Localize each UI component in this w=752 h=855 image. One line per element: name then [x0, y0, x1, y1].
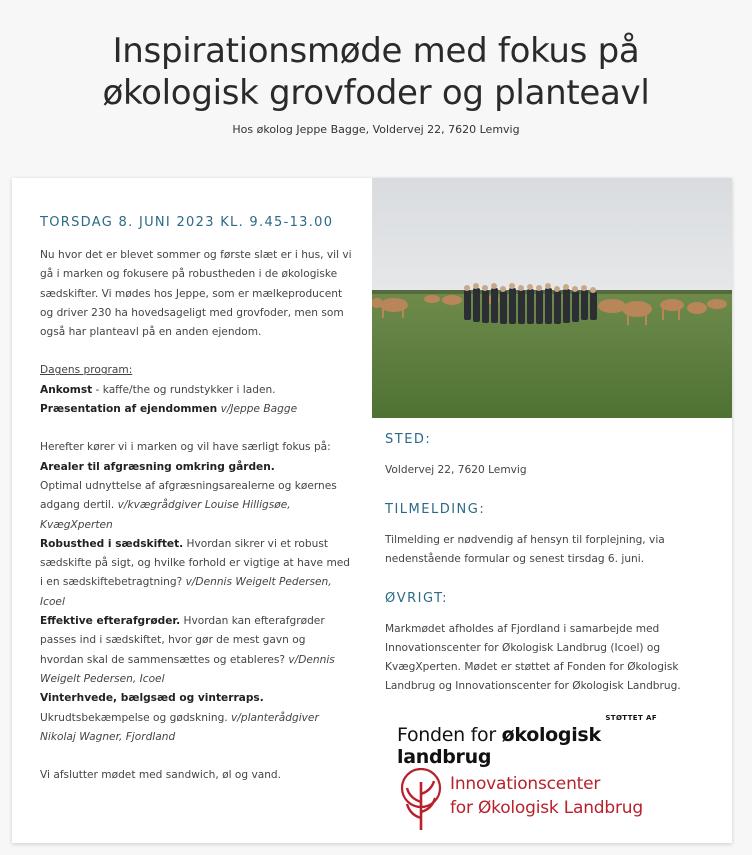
- event-date: TORSDAG 8. JUNI 2023 KL. 9.45-13.00: [40, 215, 334, 230]
- place-text: Voldervej 22, 7620 Lemvig: [385, 464, 527, 476]
- signup-text: Tilmelding er nødvendig af hensyn til forplejning, via nedenstående formular og senest tirsdag 6. juni.: [385, 534, 665, 565]
- icoel-plant-icon: [397, 768, 445, 834]
- topic-1-label: Arealer til afgræsning omkring gården.: [40, 460, 275, 473]
- topic-1-body: [40, 477, 352, 535]
- fonden-wordmark: [397, 724, 667, 768]
- icoel-logo: [397, 768, 677, 834]
- fonden-logo: [397, 714, 667, 768]
- presentation-label: Præsentation af ejendommen: [40, 403, 218, 416]
- presentation-speaker: v/Jeppe Bagge: [217, 403, 298, 416]
- fonden-bold: økologisk landbrug: [397, 724, 601, 768]
- other-heading: ØVRIGT:: [385, 591, 448, 606]
- program-block: [40, 361, 352, 419]
- event-description: [40, 214, 352, 804]
- icoel-line-2: for Økologisk Landbrug: [450, 798, 643, 818]
- field-topics: [40, 438, 352, 747]
- event-card: [12, 178, 732, 843]
- field-intro: Herefter kører vi i marken og vil have særligt fokus på:: [40, 441, 331, 454]
- program-presentation: [40, 400, 352, 419]
- topic-1: [40, 458, 352, 477]
- cattle-field-image: [372, 178, 732, 418]
- topic-1-text: Optimal udnyttelse af afgræsningsarealerne og køernes adgang dertil.: [40, 479, 337, 512]
- event-closing: Vi afslutter mødet med sandwich, øl og vand.: [40, 769, 282, 782]
- event-info: [385, 431, 705, 717]
- topic-4: [40, 689, 352, 708]
- page-title: Inspirationsmøde med fokus på økologisk grovfoder og planteavl: [102, 31, 650, 113]
- topic-4-text: Ukrudtsbekæmpelse og gødskning.: [40, 711, 228, 724]
- field-photo: [372, 178, 732, 418]
- topic-4-label: Vinterhvede, bælgsæd og vinterraps.: [40, 692, 264, 705]
- program-arrival: [40, 381, 352, 400]
- other-text: Markmødet afholdes af Fjordland i samarbejde med Innovationscenter for Økologisk Landbrug (Icoel) og KvægXperten. Mødet er støttet af Fonden for Økologisk Landbrug og Innovationscenter for Økologisk Landbrug.: [385, 623, 681, 692]
- topic-4-speaker: v/planterådgiver Nikolaj Wagner, Fjordland: [40, 711, 319, 743]
- topic-3-label: Effektive efterafgrøder.: [40, 615, 181, 628]
- topic-2: [40, 535, 352, 612]
- program-heading: Dagens program:: [40, 364, 133, 377]
- topic-2-text: Hvordan sikrer vi et robust sædskifte på sigt, og hvilke forhold er vigtige at have med i en sædskiftebetragtning?: [40, 537, 351, 589]
- fonden-supported-label: STØTTET AF: [605, 714, 657, 722]
- topic-3: [40, 612, 352, 689]
- fonden-prefix: Fonden for: [397, 724, 502, 746]
- icoel-line-1: Innovationscenter: [450, 774, 601, 794]
- topic-3-text: Hvordan kan efterafgrøder passes ind i sædskiftet, hvor gør de mest gavn og hvordan skal de sammensættes og etableres?: [40, 615, 325, 666]
- arrival-label: Ankomst: [40, 383, 93, 396]
- page-subtitle: Hos økolog Jeppe Bagge, Voldervej 22, 7620 Lemvig: [232, 123, 520, 136]
- topic-2-speaker: v/Dennis Weigelt Pedersen, Icoel: [40, 576, 332, 608]
- arrival-text: - kaffe/the og rundstykker i laden.: [92, 383, 276, 396]
- place-heading: STED:: [385, 432, 432, 447]
- topic-4-body: [40, 709, 352, 748]
- event-intro: Nu hvor det er blevet sommer og første slæt er i hus, vil vi gå i marken og fokusere på robustheden i de økologiske sædskifter. Vi mødes hos Jeppe, som er mælkeproducent og driver 230 ha hovedsageligt med grovfoder, men som også har planteavl på en anden ejendom.: [40, 249, 352, 339]
- topic-3-speaker: v/Dennis Weigelt Pedersen, Icoel: [40, 653, 335, 685]
- topic-1-speaker: v/kvægrådgiver Louise Hilligsøe, KvægXperten: [40, 499, 291, 531]
- topic-2-label: Robusthed i sædskiftet.: [40, 537, 184, 550]
- signup-heading: TILMELDING:: [385, 502, 486, 517]
